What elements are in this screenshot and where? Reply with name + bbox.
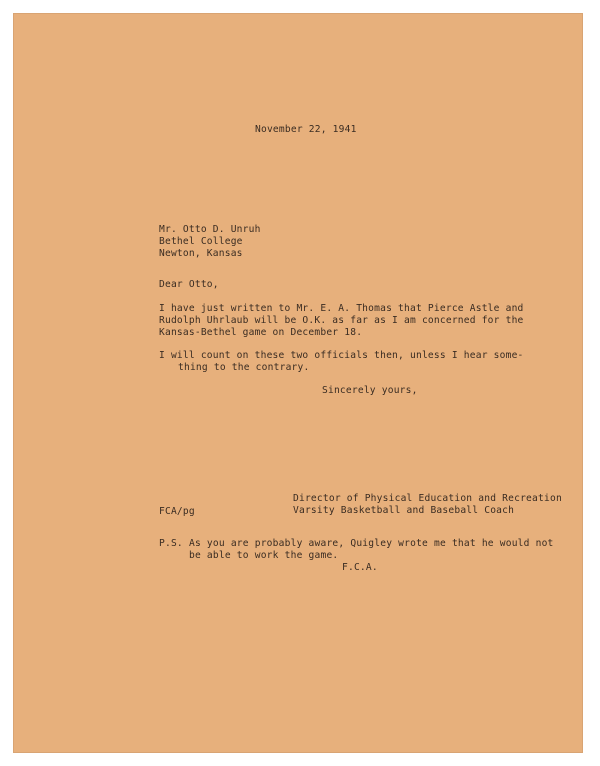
signature-title-line-1: Director of Physical Education and Recreation <box>293 493 562 504</box>
signature-title-line-2: Varsity Basketball and Baseball Coach <box>293 505 515 516</box>
postscript-line-1: As you are probably aware, Quigley wrote me that he would not <box>189 538 554 549</box>
salutation: Dear Otto, <box>159 279 219 290</box>
postscript-label: P.S. <box>159 538 183 549</box>
recipient-institution: Bethel College <box>159 236 243 247</box>
closing: Sincerely yours, <box>322 385 418 396</box>
body-paragraph-2-line-2: thing to the contrary. <box>178 362 310 373</box>
recipient-name: Mr. Otto D. Unruh <box>159 224 261 235</box>
letter-page <box>13 13 583 753</box>
body-paragraph-1-line-2: Rudolph Uhrlaub will be O.K. as far as I am concerned for the <box>159 315 524 326</box>
body-paragraph-1-line-3: Kansas-Bethel game on December 18. <box>159 327 363 338</box>
body-paragraph-2-line-1: I will count on these two officials then, unless I hear some- <box>159 350 524 361</box>
letter-date: November 22, 1941 <box>255 124 357 135</box>
postscript-sign-off: F.C.A. <box>342 562 378 573</box>
recipient-location: Newton, Kansas <box>159 248 243 259</box>
body-paragraph-1-line-1: I have just written to Mr. E. A. Thomas that Pierce Astle and <box>159 303 524 314</box>
postscript-line-2: be able to work the game. <box>189 550 339 561</box>
typist-initials: FCA/pg <box>159 506 195 517</box>
